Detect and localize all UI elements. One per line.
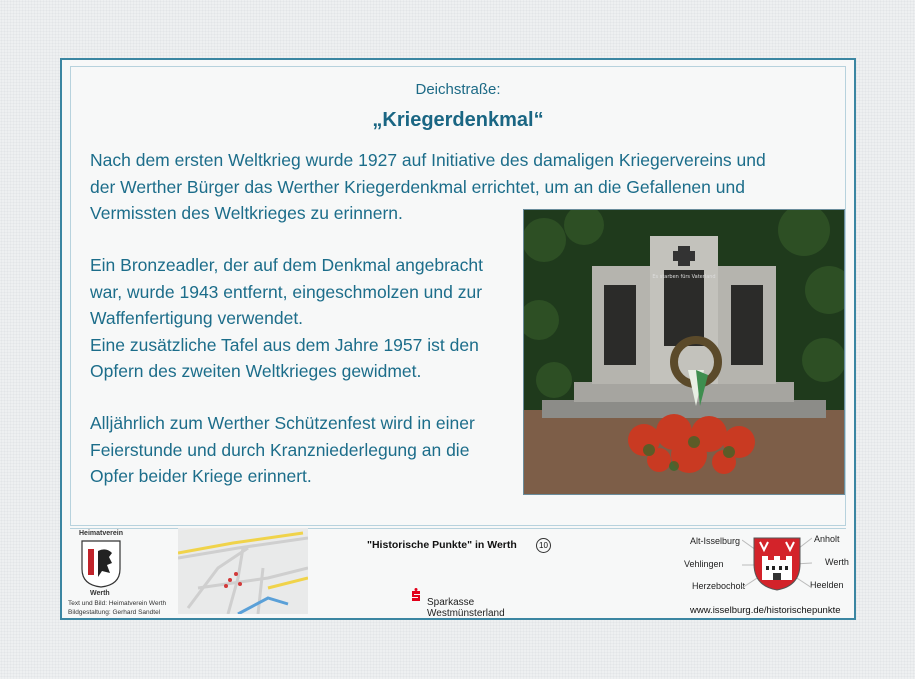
place-werth: Werth (825, 557, 849, 567)
sparkasse-logo-icon (410, 588, 422, 604)
place-vehlingen: Vehlingen (684, 559, 724, 569)
bank-line-1: Sparkasse (427, 597, 475, 608)
paragraph-schuetzenfest: Alljährlich zum Werther Schützenfest wird in einer Feierstunde und durch Kranzniederlegung an die Opfer beider Kriege erinnert. (90, 413, 475, 486)
werth-crest-icon (80, 539, 122, 589)
heimatverein-title: Heimatverein (79, 530, 123, 537)
place-heelden: Heelden (810, 580, 844, 590)
place-anholt: Anholt (814, 534, 840, 544)
isselburg-crest-icon (742, 530, 812, 600)
credit-design: Bildgestaltung: Gerhard Sandtel (68, 609, 161, 616)
plaque-text: Es starben fürs Vaterland (652, 274, 716, 280)
point-number-badge: 10 (536, 538, 551, 553)
series-title: "Historische Punkte" in Werth (367, 539, 517, 551)
place-alt-isselburg: Alt-Isselburg (690, 536, 741, 546)
paragraph-history: Nach dem ersten Weltkrieg wurde 1927 auf Initiative des damaligen Kriegervereins und der Werther Bürger das Werther Kriegerdenkmal errichtet, um an die Gefallenen und Vermissten des Weltkrieges zu erinnern. (90, 150, 766, 223)
street-name: Deichstraße: (415, 81, 501, 98)
info-panel (60, 58, 856, 620)
sparkasse-name (427, 597, 505, 619)
location-map (178, 528, 308, 614)
content-frame (70, 66, 846, 526)
website-url: www.isselburg.de/historischepunkte (690, 605, 841, 616)
heimatverein-place: Werth (90, 590, 110, 597)
page-title: „Kriegerdenkmal“ (372, 109, 544, 131)
memorial-photo (523, 209, 845, 495)
credit-text: Text und Bild: Heimatverein Werth (68, 600, 167, 607)
place-herzebocholt: Herzebocholt (692, 581, 746, 591)
paragraph-eagle: Ein Bronzeadler, der auf dem Denkmal angebracht war, wurde 1943 entfernt, eingeschmolzen und zur Waffenfertigung verwendet. Eine zusätzliche Tafel aus dem Jahre 1957 ist den Opfern des zweiten Weltkrieges gewidmet. (90, 255, 484, 381)
bank-line-2: Westmünsterland (427, 608, 505, 619)
